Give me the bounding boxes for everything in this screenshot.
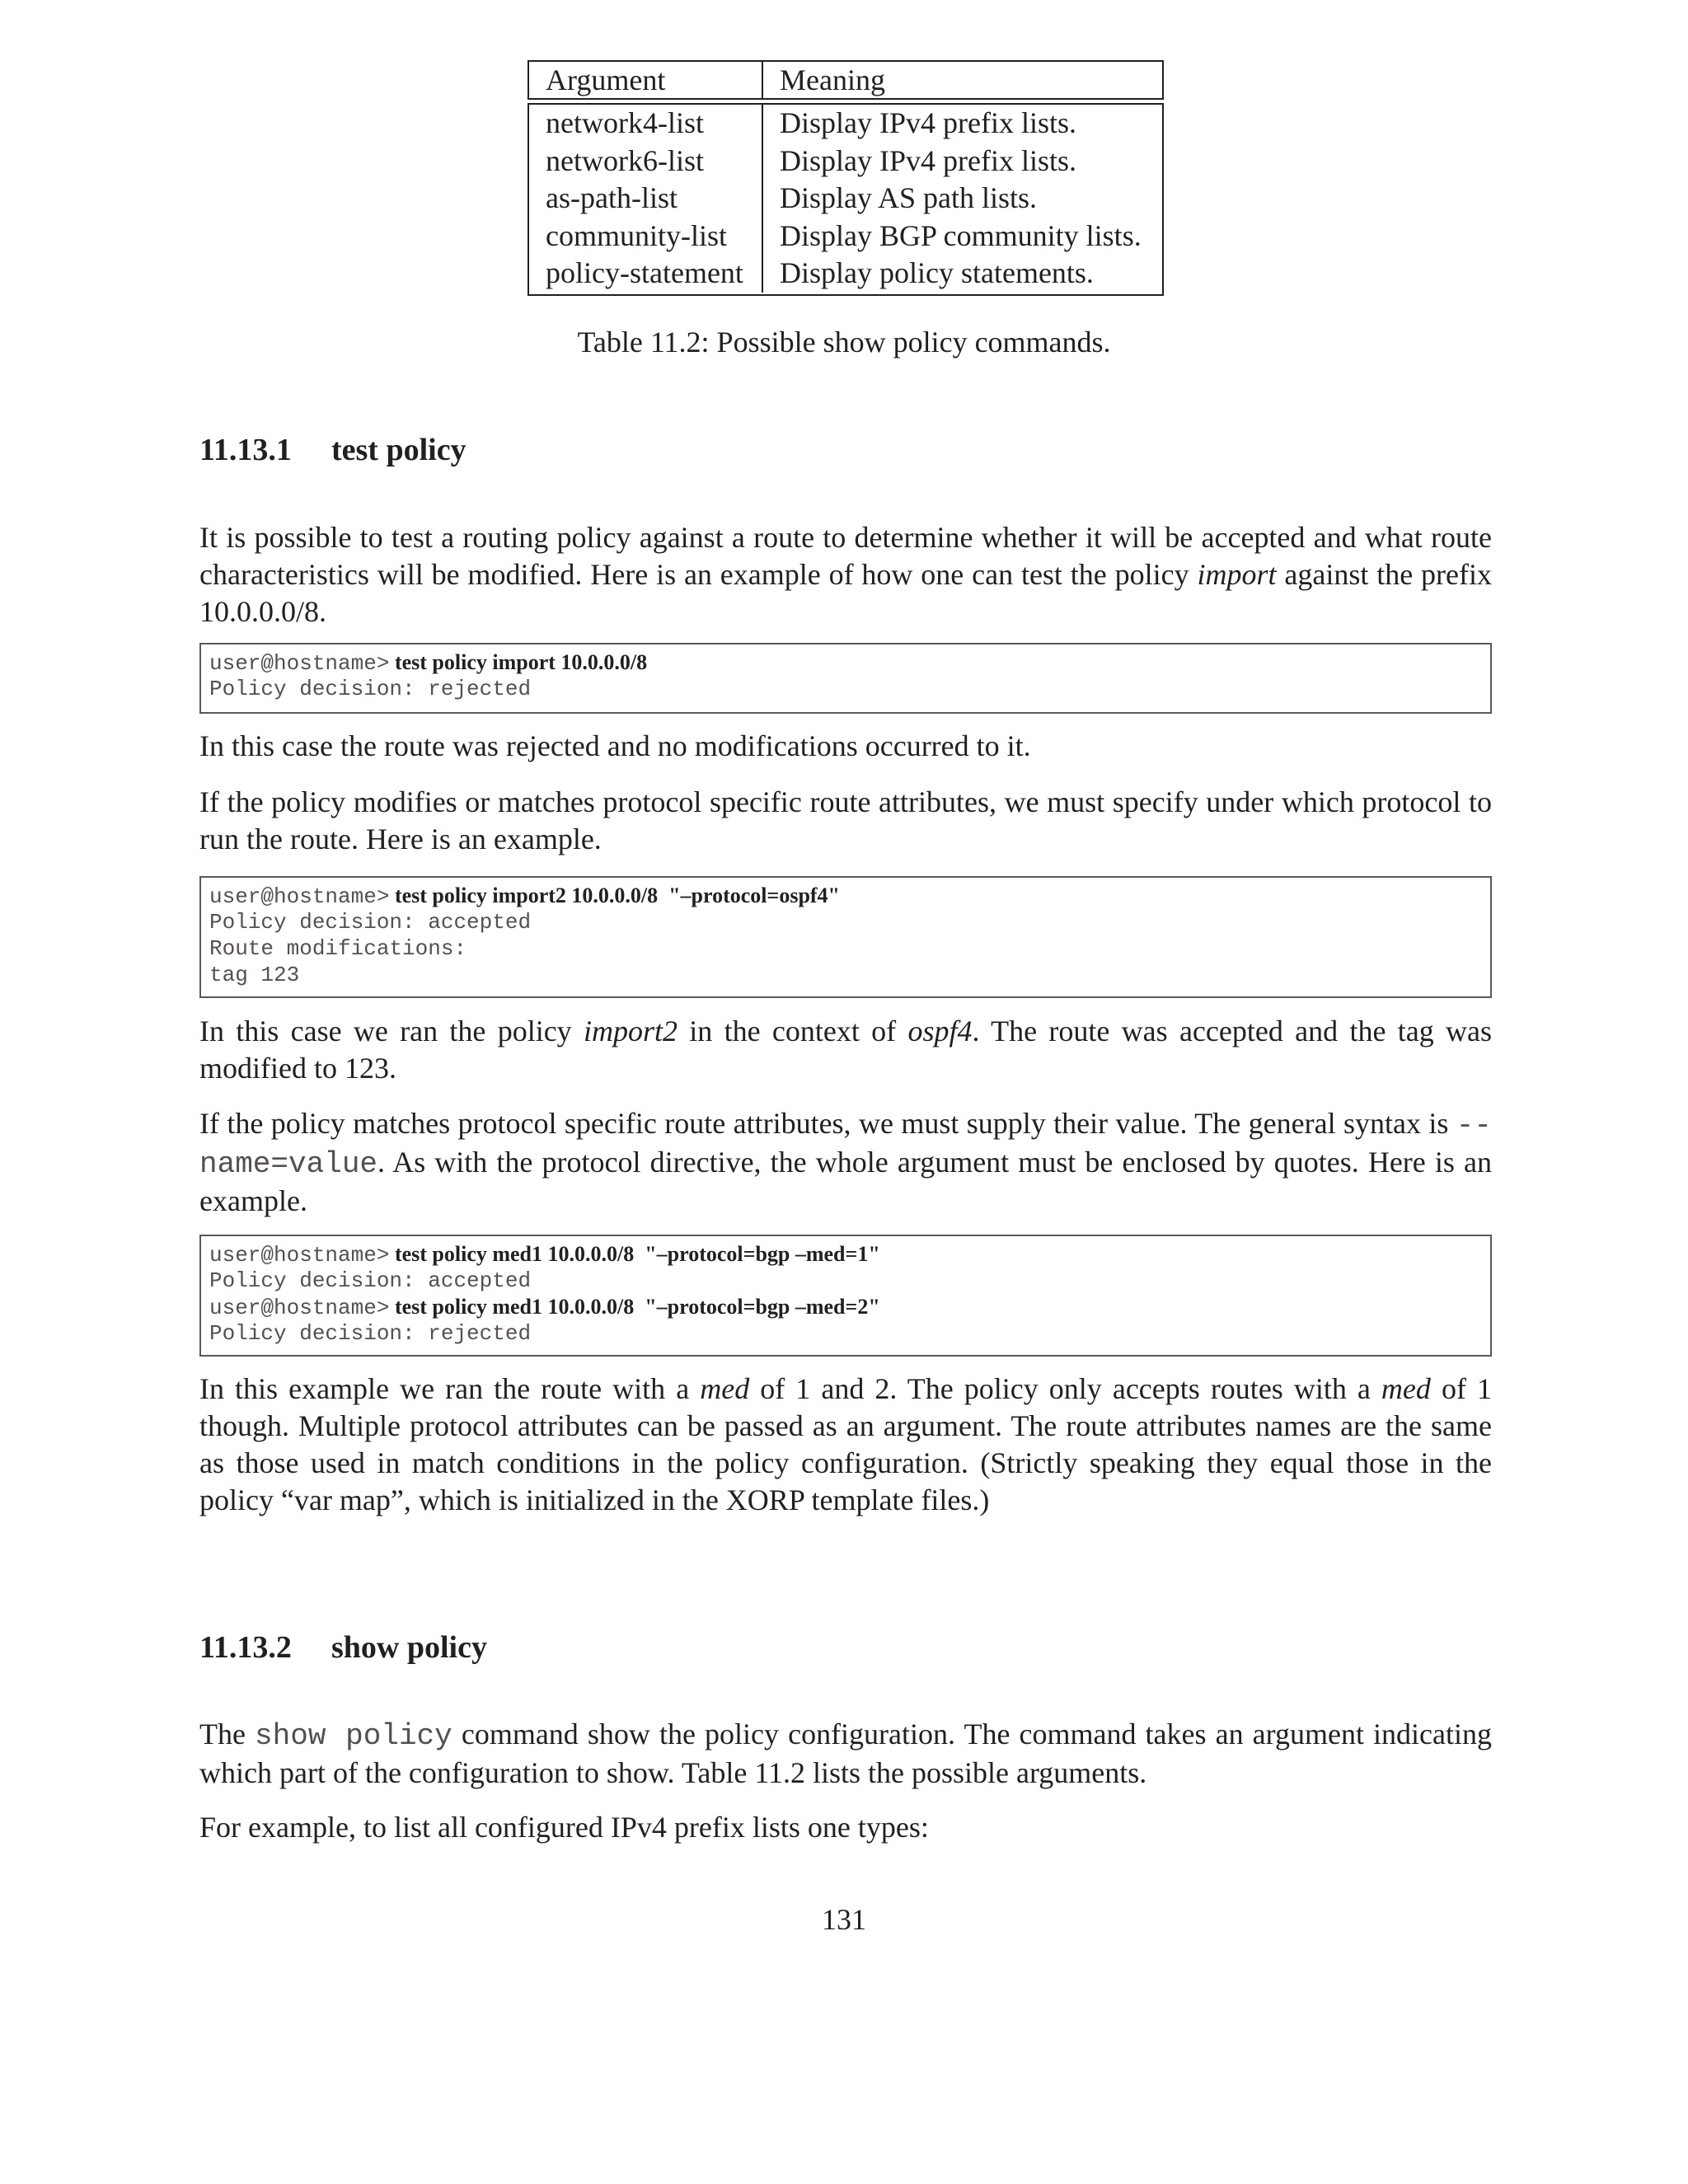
section-number: 11.13.1 (199, 433, 292, 467)
table-cell: network4-list (546, 106, 704, 139)
code-line (209, 649, 1482, 676)
table-column-meaning (763, 105, 1162, 293)
emphasis: ospf4 (907, 1015, 973, 1047)
table-cell: Display IPv4 prefix lists. (780, 106, 1076, 139)
paragraph: In this case the route was rejected and no modifications occurred to it. (199, 729, 1031, 762)
code-line (209, 883, 1482, 909)
code-block (199, 1235, 1492, 1357)
paragraph (199, 1716, 1492, 1792)
table-caption: Table 11.2: Possible show policy commands. (577, 326, 1111, 359)
text-run: It is possible to test a routing policy against a route to determine whether it will be accepted and what route characteristics will be modified. Here is an example of how one can test the policy (199, 521, 1492, 591)
table-header-argument: Argument (529, 62, 763, 98)
shell-prompt: user@hostname> (209, 651, 390, 676)
shell-command: test policy med1 10.0.0.0/8 "–protocol=bgp –med=1" (394, 1242, 880, 1266)
text-run: . As with the protocol directive, the whole argument must be enclosed by quotes. Here is an example. (199, 1146, 1492, 1217)
emphasis: import2 (583, 1015, 678, 1047)
paragraph (199, 1105, 1492, 1220)
arguments-table (528, 60, 1164, 296)
section-heading-test-policy (199, 432, 467, 468)
section-title: show policy (331, 1630, 487, 1665)
shell-command: test policy med1 10.0.0.0/8 "–protocol=bgp –med=2" (394, 1295, 880, 1319)
emphasis: import (1197, 558, 1277, 591)
shell-prompt: user@hostname> (209, 1243, 390, 1268)
code-output: Policy decision: rejected (209, 677, 532, 701)
paragraph (199, 519, 1492, 630)
text-run: of 1 and 2. The policy only accepts routes with a (749, 1372, 1381, 1405)
text-run: . The route was accepted and the tag was modified to 123. (199, 1015, 1492, 1085)
section-title: test policy (331, 433, 467, 467)
text-run: command show the policy configuration. The command takes an argument indicating which part of the configuration to show. Table 11.2 lists the possible arguments. (199, 1718, 1492, 1789)
inline-code: --name=value (199, 1108, 1492, 1181)
code-line (209, 1241, 1482, 1268)
table-cell: Display AS path lists. (780, 181, 1038, 214)
code-output: Route modifications: (209, 936, 467, 961)
text-run: In this case we ran the policy (199, 1015, 584, 1047)
table-cell: Display IPv4 prefix lists. (780, 143, 1076, 177)
code-block (199, 876, 1492, 998)
shell-command: test policy import2 10.0.0.0/8 "–protocol=ospf4" (394, 883, 840, 907)
text-run: If the policy matches protocol specific route attributes, we must supply their value. The general syntax is (199, 1107, 1456, 1140)
paragraph (199, 1371, 1492, 1519)
text-run: The (199, 1718, 256, 1750)
table-cell: network6-list (546, 143, 704, 177)
code-output: tag 123 (209, 963, 300, 987)
code-block (199, 643, 1492, 714)
section-number: 11.13.2 (199, 1630, 292, 1665)
table-body (528, 103, 1164, 296)
paragraph (199, 1013, 1492, 1087)
table-cell: Display policy statements. (780, 256, 1094, 289)
shell-command: test policy import 10.0.0.0/8 (394, 650, 648, 674)
text-run: of 1 though. Multiple protocol attributes can be passed as an argument. The route attributes names are the same as those used in match conditions in the policy configuration. (Strictly speaking they equal those in the policy “var map”, which is initialized in the XORP template files.) (199, 1372, 1492, 1516)
paragraph: If the policy modifies or matches protocol specific route attributes, we must specify under which protocol to run the route. Here is an example. (199, 785, 1492, 855)
inline-code: show policy (255, 1719, 452, 1753)
table-cell: policy-statement (546, 256, 743, 289)
text-run: in the context of (678, 1015, 908, 1047)
code-output: Policy decision: accepted (209, 1268, 532, 1293)
table-cell: community-list (546, 218, 727, 252)
text-run: against the prefix 10.0.0.0/8. (199, 558, 1492, 628)
code-output: Policy decision: accepted (209, 910, 532, 935)
shell-prompt: user@hostname> (209, 1296, 390, 1320)
page-number: 131 (822, 1903, 866, 1936)
code-line (209, 1294, 1482, 1320)
paragraph: For example, to list all configured IPv4 prefix lists one types: (199, 1811, 929, 1844)
table-cell: as-path-list (546, 181, 678, 214)
emphasis: med (1381, 1372, 1431, 1405)
shell-prompt: user@hostname> (209, 884, 390, 909)
table-header-row (528, 60, 1164, 100)
table-column-argument (529, 105, 763, 293)
text-run: In this example we ran the route with a (199, 1372, 701, 1405)
emphasis: med (700, 1372, 750, 1405)
table-cell: Display BGP community lists. (780, 218, 1142, 252)
code-output: Policy decision: rejected (209, 1321, 532, 1346)
section-heading-show-policy (199, 1629, 487, 1666)
table-header-meaning: Meaning (780, 63, 885, 96)
